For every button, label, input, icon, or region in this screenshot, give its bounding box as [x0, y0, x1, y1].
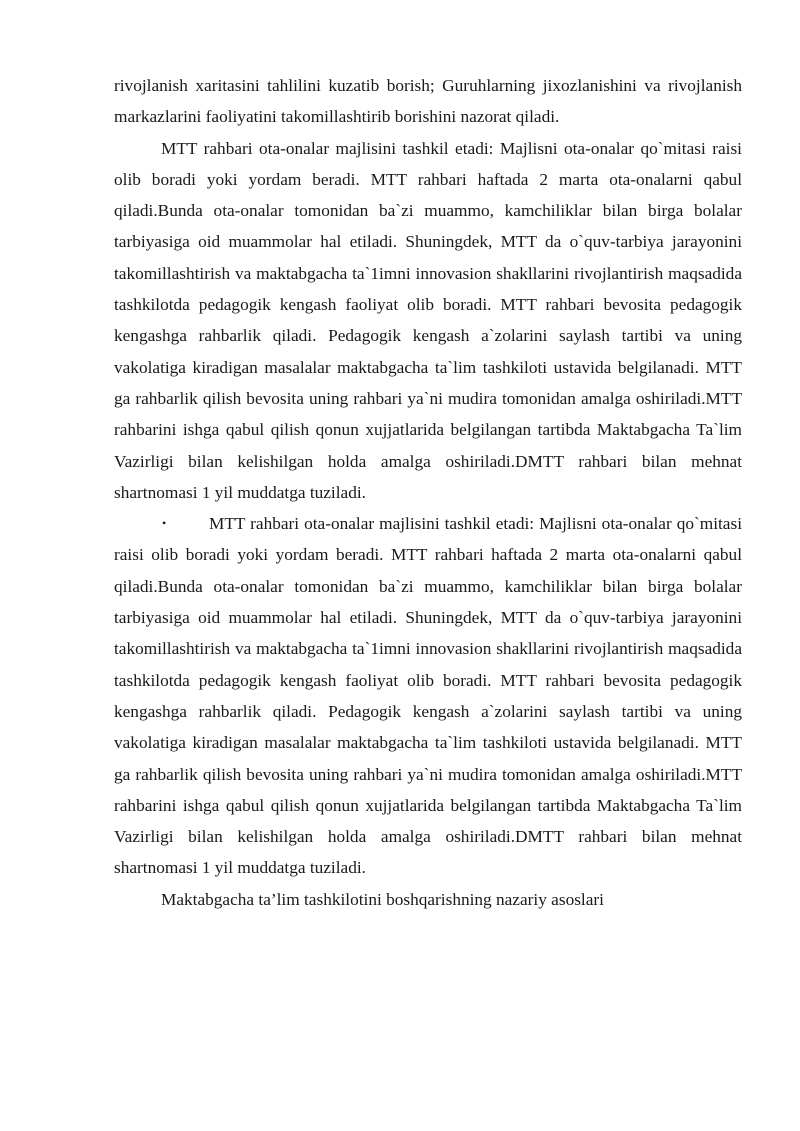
- bullet-paragraph-text: MTT rahbari ota-onalar majlisini tashkil etadi: Majlisni ota-onalar qo`mitasi raisi olib boradi yoki yordam beradi. MTT rahbari haftada 2 marta ota-onalarni qabul qiladi.Bunda ota-onalar tomonidan ba`zi muammo, kamchiliklar bilan birga bolalar tarbiyasiga oid muammolar hal etiladi. Shuningdek, MTT da o`quv-tarbiya jarayonini takomillashtirish va maktabgacha ta`1imni innovasion shakllarini rivojlantirish maqsadida tashkilotda pedagogik kengash faoliyat olib boradi. MTT rahbari bevosita pedagogik kengashga rahbarlik qiladi. Pedagogik kengash a`zolarini saylash tartibi va uning vakolatiga kiradigan masalalar maktabgacha ta`lim tashkiloti ustavida belgilanadi. MTT ga rahbarlik qilish bevosita uning rahbari ya`ni mudira tomonidan amalga oshiriladi.MTT rahbarini ishga qabul qilish qonun xujjatlarida belgilangan tartibda Maktabgacha Ta`lim Vazirligi bilan kelishilgan holda amalga oshiriladi.DMTT rahbari bilan mehnat shartnomasi 1 yil muddatga tuziladi.: [114, 514, 742, 878]
- paragraph-mtt-rahbari: MTT rahbari ota-onalar majlisini tashkil etadi: Majlisni ota-onalar qo`mitasi raisi olib boradi yoki yordam beradi. MTT rahbari haftada 2 marta ota-onalarni qabul qiladi.Bunda ota-onalar tomonidan ba`zi muammo, kamchiliklar bilan birga bolalar tarbiyasiga oid muammolar hal etiladi. Shuningdek, MTT da o`quv-tarbiya jarayonini takomillashtirish va maktabgacha ta`1imni innovasion shakllarini rivojlantirish maqsadida tashkilotda pedagogik kengash faoliyat olib boradi. MTT rahbari bevosita pedagogik kengashga rahbarlik qiladi. Pedagogik kengash a`zolarini saylash tartibi va uning vakolatiga kiradigan masalalar maktabgacha ta`lim tashkiloti ustavida belgilanadi. MTT ga rahbarlik qilish bevosita uning rahbari ya`ni mudira tomonidan amalga oshiriladi.MTT rahbarini ishga qabul qilish qonun xujjatlarida belgilangan tartibda Maktabgacha Ta`lim Vazirligi bilan kelishilgan holda amalga oshiriladi.DMTT rahbari bilan mehnat shartnomasi 1 yil muddatga tuziladi.: [114, 138, 742, 502]
- paragraph-continuation: rivojlanish xaritasini tahlilini kuzatib borish; Guruhlarning jixozlanishini va rivojlanish markazlarini faoliyatini takomillashtirib borishini nazorat qiladi.: [114, 76, 742, 127]
- bullet-paragraph: [114, 508, 742, 884]
- document-body: [114, 70, 742, 915]
- bullet-icon: •: [162, 516, 167, 531]
- section-heading: Maktabgacha ta’lim tashkilotini boshqarishning nazariy asoslari: [161, 889, 604, 909]
